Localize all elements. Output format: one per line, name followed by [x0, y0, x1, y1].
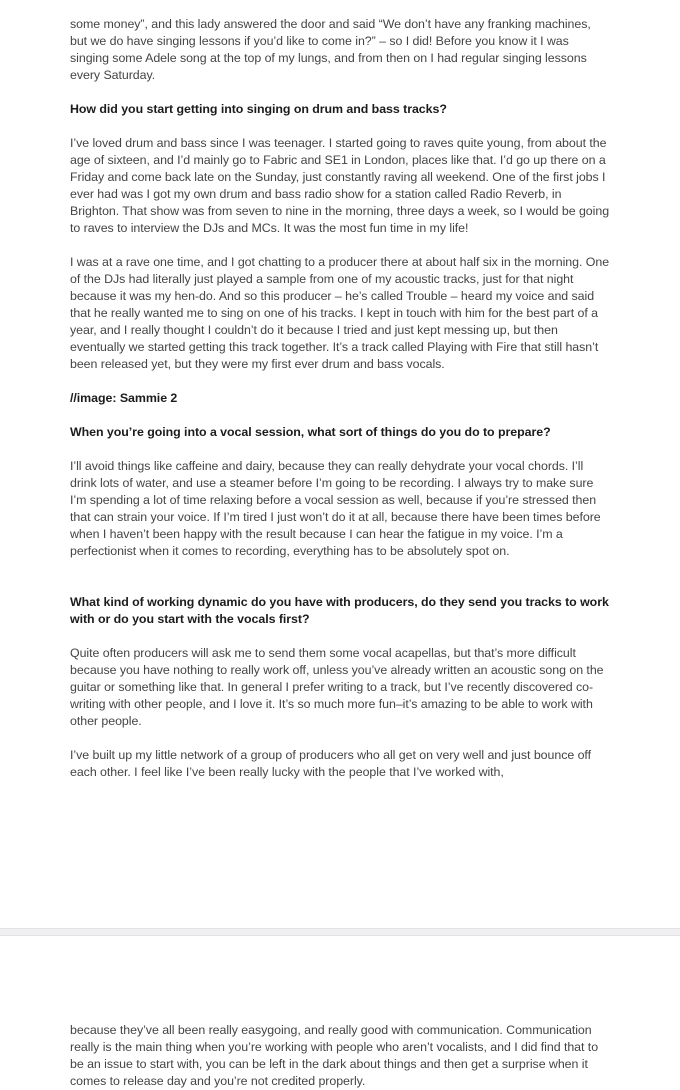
- image-placeholder-label: //image: Sammie 2: [70, 391, 178, 405]
- page-2-body: [70, 1022, 610, 1090]
- paragraph-intro-continued: some money”, and this lady answered the door and said “We don’t have any franking machines, but we do have singing lessons if you’d like to come in?” – so I did! Before you know it I was singing some Adele song at the top of my lungs, and from then on I had regular singing lessons every Saturday.: [70, 17, 591, 82]
- question-producers: What kind of working dynamic do you have with producers, do they send you tracks to work with or do you start with the vocals first?: [70, 595, 609, 626]
- page-1-body: [70, 16, 610, 781]
- paragraph-raves: I’ve loved drum and bass since I was teenager. I started going to raves quite young, from about the age of sixteen, and I’d mainly go to Fabric and SE1 in London, places like that. I’d go up there on a Friday and come back late on the Sunday, just constantly raving all weekend. One of the first jobs I ever had was I got my own drum and bass radio show for a station called Radio Reverb, in Brighton. That show was from seven to nine in the morning, three days a week, so I would be going to raves to interview the DJs and MCs. It was the most fun time in my life!: [70, 136, 610, 235]
- document-page-2: [0, 936, 680, 1088]
- paragraph-network-continued: because they’ve all been really easygoing, and really good with communication. Communication really is the main thing when you’re working with people who aren’t vocalists, and I did find that to be an issue to start with, you can be left in the dark about things and then get a surprise when it comes to release day and you’re not credited properly.: [70, 1023, 599, 1088]
- paragraph-acapellas: Quite often producers will ask me to send them some vocal acapellas, but that’s more difficult because you have nothing to really work off, unless you’ve already written an acoustic song on the guitar or something like that. In general I prefer writing to a track, but I’ve recently discovered co-writing with other people, and I love it. It’s so much more fun–it’s amazing to be able to work with other people.: [70, 646, 604, 728]
- question-vocal-session: When you’re going into a vocal session, what sort of things do you do to prepare?: [70, 425, 551, 439]
- question-drum-and-bass: How did you start getting into singing on drum and bass tracks?: [70, 102, 447, 116]
- paragraph-network: I’ve built up my little network of a group of producers who all get on very well and just bounce off each other. I feel like I’ve been really lucky with the people that I’ve worked with,: [70, 748, 591, 779]
- paragraph-prepare: I’ll avoid things like caffeine and dairy, because they can really dehydrate your vocal chords. I’ll drink lots of water, and use a steamer before I’m going to be recording. I always try to make sure I’m spending a lot of time relaxing before a vocal session as well, because if you’re stressed then that can strain your voice. If I’m tired I just won’t do it at all, because there have been times before when I haven’t been happy with the result because I can hear the fatigue in my voice. I’m a perfectionist when it comes to recording, everything has to be absolutely spot on.: [70, 459, 601, 558]
- page-break: [0, 928, 680, 936]
- paragraph-trouble: I was at a rave one time, and I got chatting to a producer there at about half six in the morning. One of the DJs had literally just played a sample from one of my acoustic tracks, just for that night because it was my hen-do. And so this producer – he’s called Trouble – heard my voice and said that he really wanted me to sing on one of his tracks. I kept in touch with him for the best part of a year, and I really thought I couldn’t do it because I tried and just kept messing up, but then eventually we started getting this track together. It’s a track called Playing with Fire that still hasn’t been released yet, but they were my first ever drum and bass vocals.: [70, 255, 610, 371]
